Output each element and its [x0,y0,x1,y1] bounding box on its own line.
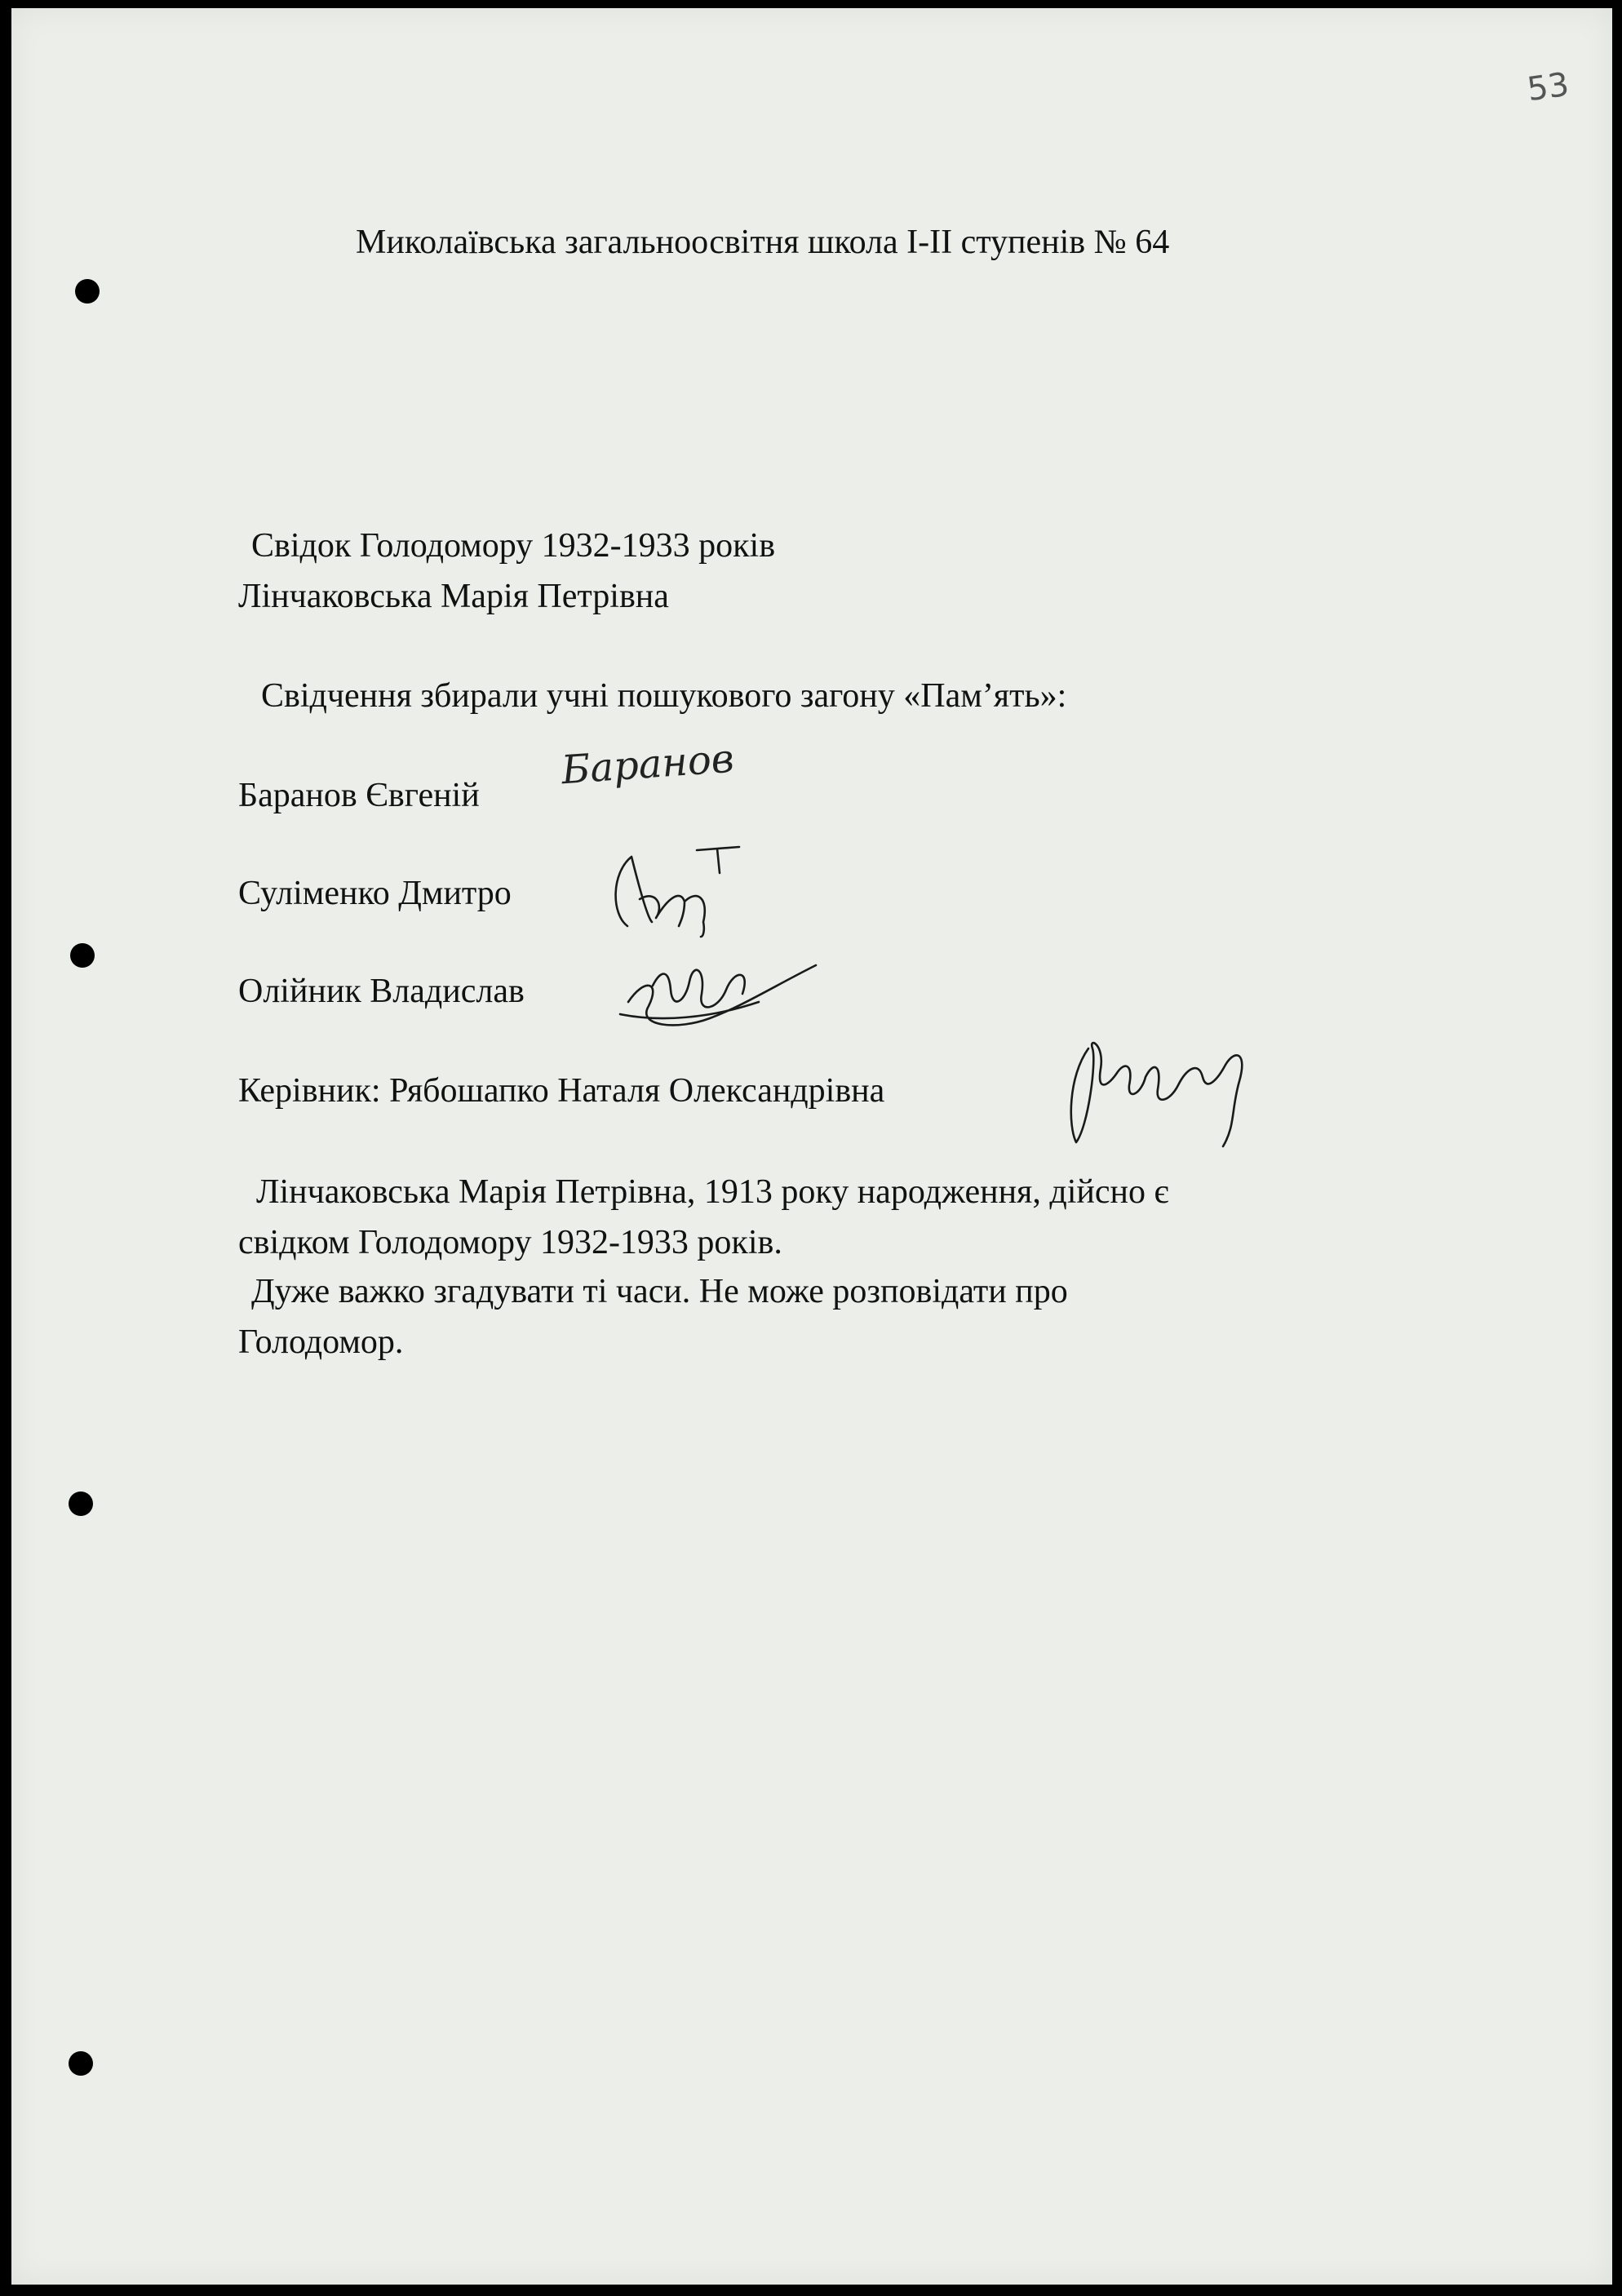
punch-hole-2 [70,943,95,968]
leader-line: Керівник: Рябошапко Наталя Олександрівна [238,1072,885,1110]
witness-name: Лінчаковська Марія Петрівна [238,578,669,615]
member-name-1: Баранов Євгеній [238,777,480,814]
leader-signature-scribble [1064,1028,1276,1159]
testimony-line-4: Голодомор. [238,1323,404,1361]
member-signature-2-scribble [607,840,770,938]
testimony-line-1: Лінчаковська Марія Петрівна, 1913 року народження, дійсно є [256,1173,1169,1211]
school-header: Миколаївська загальноосвітня школа І-ІІ ступенів № 64 [356,224,1170,261]
collectors-intro: Свідчення збирали учні пошукового загону «Пам’ять»: [261,677,1067,715]
testimony-line-2: свідком Голодомору 1932-1933 років. [238,1224,782,1261]
witness-line-1: Свідок Голодомору 1932-1933 років [251,527,776,565]
punch-hole-1 [75,279,100,304]
member-name-3: Олійник Владислав [238,973,525,1010]
member-name-2: Суліменко Дмитро [238,875,512,912]
punch-hole-3 [69,1492,93,1516]
punch-hole-4 [69,2051,93,2076]
page-number: 53 [1525,65,1571,109]
testimony-line-3: Дуже важко згадувати ті часи. Не може розповідати про [251,1273,1068,1310]
document-page [11,8,1612,2285]
member-signature-1: Баранов [560,735,736,794]
member-signature-3-scribble [612,945,824,1043]
